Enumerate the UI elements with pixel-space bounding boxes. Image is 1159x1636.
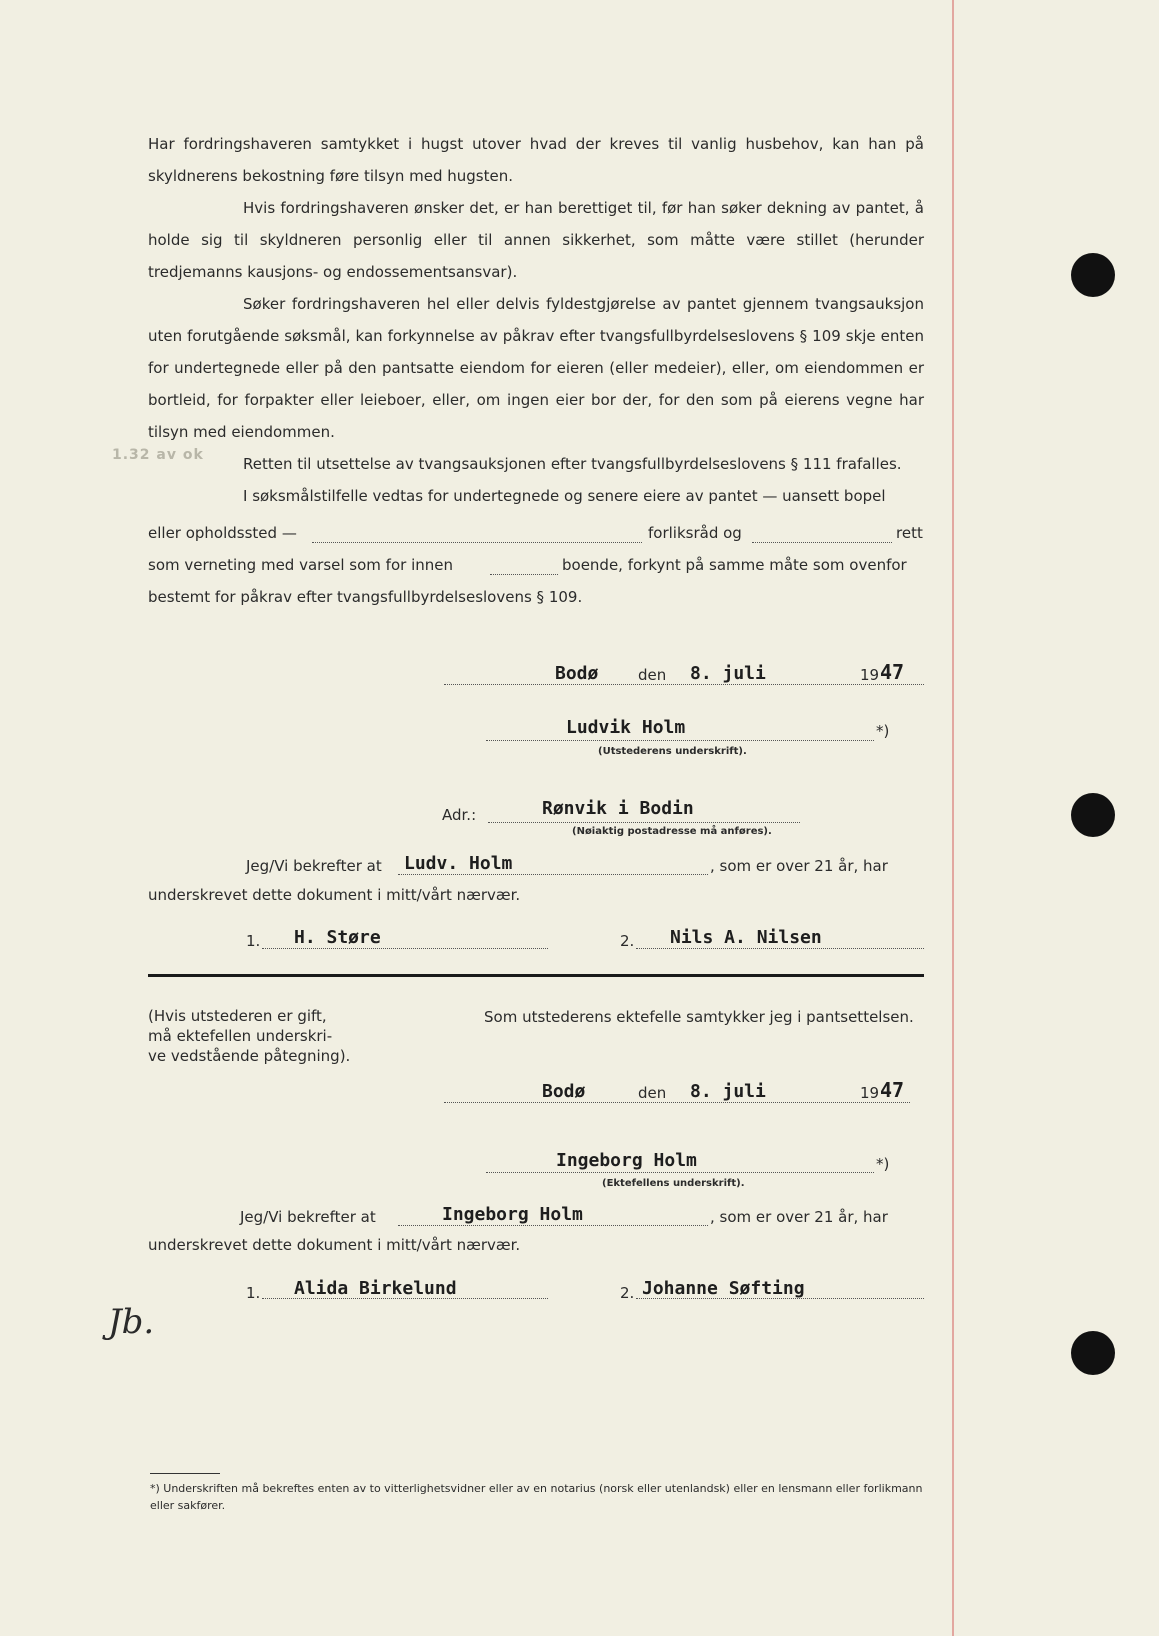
fill-line: [312, 542, 642, 543]
signature-caption: (Utstederens underskrift).: [598, 746, 747, 757]
venue-line3: bestemt for påkrav efter tvangsfullbyrdelseslovens § 109.: [148, 588, 583, 606]
fill-line: [636, 948, 924, 949]
fill-line: [398, 1225, 708, 1226]
witness1-name: H. Støre: [294, 927, 381, 948]
forliksrad-text: forliksråd og: [648, 524, 742, 542]
confirm-prefix: Jeg/Vi bekrefter at: [246, 857, 382, 875]
clause-hugst: Har fordringshaveren samtykket i hugst utover hvad der kreves til vanlig husbehov, kan han på skyldnerens bekostning føre tilsyn med hugsten.: [148, 135, 924, 185]
venue-label: eller opholdssted —: [148, 524, 297, 542]
witness1-num: 1.: [246, 932, 261, 950]
fill-line: [486, 740, 874, 741]
address-caption: (Nøiaktig postadresse må anføres).: [572, 826, 772, 837]
issuer-signature: Ludvik Holm: [566, 717, 686, 738]
year-prefix: 19: [860, 666, 880, 684]
issuer-date: 8. juli: [690, 663, 766, 684]
fill-line: [490, 574, 558, 575]
spouse-note: [148, 1006, 350, 1066]
clause-utsettelse: Retten til utsettelse av tvangsauksjonen efter tvangsfullbyrdelseslovens § 111 frafalles.: [243, 455, 902, 473]
clauses-block: [148, 128, 924, 512]
binder-hole: [1071, 793, 1115, 837]
spouse-witness2-name: Johanne Søfting: [642, 1278, 805, 1299]
fill-line: [262, 948, 548, 949]
spouse-witness1-name: Alida Birkelund: [294, 1278, 457, 1299]
confirm-suffix: , som er over 21 år, har: [710, 857, 888, 875]
spouse-note-line3: ve vedstående påtegning).: [148, 1047, 351, 1065]
spouse-confirm-name: Ingeborg Holm: [442, 1204, 583, 1225]
venue-line2-end: boende, forkynt på samme måte som ovenfor: [562, 556, 907, 574]
spouse-date: 8. juli: [690, 1081, 766, 1102]
year-prefix: 19: [860, 1084, 880, 1102]
fill-line: [488, 822, 800, 823]
witness2-num: 2.: [620, 932, 635, 950]
rett-text: rett: [896, 524, 923, 542]
den-label: den: [638, 1084, 667, 1102]
venue-line2-start: som verneting med varsel som for innen: [148, 556, 453, 574]
spouse-signature: Ingeborg Holm: [556, 1150, 697, 1171]
spouse-place: Bodø: [542, 1081, 586, 1102]
section-divider: [148, 974, 924, 977]
margin-initials: Jb.: [108, 1302, 155, 1342]
spouse-consent: Som utstederens ektefelle samtykker jeg i pantsettelsen.: [484, 1008, 914, 1026]
spouse-witness2-num: 2.: [620, 1284, 635, 1302]
issuer-address: Rønvik i Bodin: [542, 798, 694, 819]
signature-star: *): [876, 722, 890, 740]
margin-line: [952, 0, 954, 1636]
fill-line: [486, 1172, 874, 1173]
binder-hole: [1071, 253, 1115, 297]
spouse-witness1-num: 1.: [246, 1284, 261, 1302]
binder-hole: [1071, 1331, 1115, 1375]
spouse-confirm-line2: underskrevet dette dokument i mitt/vårt nærvær.: [148, 1236, 521, 1254]
witness2-name: Nils A. Nilsen: [670, 927, 822, 948]
fill-line: [444, 1102, 910, 1103]
faint-stamp: 1.32 av ok: [112, 447, 204, 463]
clause-verneting: I søksmålstilfelle vedtas for undertegnede og senere eiere av pantet — uansett bopel: [243, 487, 886, 505]
fill-line: [444, 684, 924, 685]
year-suffix: 47: [880, 660, 905, 684]
spouse-note-line1: (Hvis utstederen er gift,: [148, 1007, 327, 1025]
den-label: den: [638, 666, 667, 684]
fill-line: [752, 542, 892, 543]
footnote-rule: [150, 1473, 220, 1474]
year-suffix: 47: [880, 1078, 905, 1102]
clause-personlig: Hvis fordringshaveren ønsker det, er han berettiget til, før han søker dekning av pantet, å holde sig til skyldneren personlig eller til annen sikkerhet, som måtte være stillet (herunder tredjemanns kausjons- og endossementsansvar).: [148, 199, 924, 281]
confirm-line2: underskrevet dette dokument i mitt/vårt nærvær.: [148, 886, 521, 904]
spouse-note-line2: må ektefellen underskri-: [148, 1027, 333, 1045]
adr-label: Adr.:: [442, 806, 477, 824]
spouse-confirm-suffix: , som er over 21 år, har: [710, 1208, 888, 1226]
spouse-signature-caption: (Ektefellens underskrift).: [602, 1178, 745, 1189]
fill-line: [398, 874, 708, 875]
confirm-name: Ludv. Holm: [404, 853, 513, 874]
signature-star: *): [876, 1155, 890, 1173]
footnote: *) Underskriften må bekreftes enten av to vitterlighetsvidner eller av en notarius (norsk eller utenlandsk) eller en lensmann eller forlikmann eller sakfører.: [150, 1482, 923, 1512]
clause-tvangsauksjon: Søker fordringshaveren hel eller delvis fyldestgjørelse av pantet gjennem tvangsauksjon uten forutgående søksmål, kan forkynnelse av påkrav efter tvangsfullbyrdelseslovens § 109 skje enten for undertegnede eller på den pantsatte eiendom for eieren (eller medeier), eller, om eiendommen er bortleid, for forpakter eller leieboer, eller, om ingen eier bor der, for den som på eierens vegne har tilsyn med eiendommen.: [148, 295, 924, 441]
issuer-place: Bodø: [555, 663, 599, 684]
spouse-confirm-prefix: Jeg/Vi bekrefter at: [240, 1208, 376, 1226]
